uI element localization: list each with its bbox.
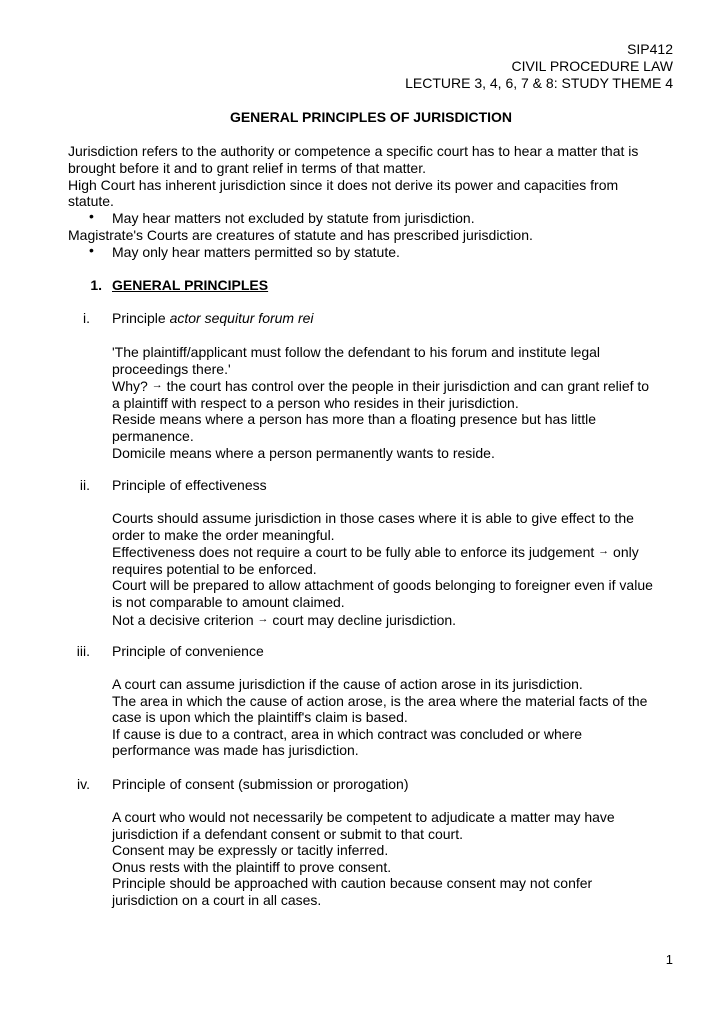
arrow-icon: →	[151, 379, 163, 392]
arrow-icon: →	[257, 612, 269, 625]
document-title: GENERAL PRINCIPLES OF JURISDICTION	[229, 109, 513, 125]
principle-title: Principle of consent (submission or prorogation)	[112, 776, 409, 792]
bullet-item: May only hear matters permitted so by statute.	[112, 244, 400, 260]
lecture-info: LECTURE 3, 4, 6, 7 & 8: STUDY THEME 4	[405, 75, 673, 91]
intro-paragraph-line: Magistrate's Courts are creatures of statute and has prescribed jurisdiction.	[68, 227, 533, 243]
principle-body: Courts should assume jurisdiction in those cases where it is able to give effect to the order to make the order meaningful. Effectiveness does not require a court to be fully able to enforce its judgement → only requires potential to be enforced. Court will be prepared to allow attachment of goods belonging to foreigner even if value is not comparable to amount claimed. Not a decisive criterion → court may decline jurisdiction.	[112, 510, 653, 628]
intro-paragraph-line: statute.	[68, 193, 114, 209]
course-code: SIP412	[627, 41, 673, 57]
principle-numeral: iii.	[76, 643, 90, 659]
section-heading: GENERAL PRINCIPLES	[112, 277, 269, 293]
bullet-icon: •	[89, 242, 94, 258]
principle-numeral: ii.	[79, 477, 90, 493]
principle-body: A court who would not necessarily be competent to adjudicate a matter may have jurisdiction if a defendant consent or submit to that court. Consent may be expressly or tacitly inferred. Onus rests with the plaintiff to prove consent. Principle should be approached with caution because consent may not confer jurisdiction on a court in all cases.	[112, 809, 615, 908]
principle-title: Principle actor sequitur forum rei	[112, 310, 314, 326]
intro-paragraph-line: brought before it and to grant relief in terms of that matter.	[68, 160, 426, 176]
arrow-icon: →	[598, 545, 610, 558]
principle-numeral: i.	[83, 310, 90, 326]
page-number: 1	[665, 952, 673, 967]
principle-title: Principle of effectiveness	[112, 477, 267, 493]
section-number: 1.	[90, 277, 102, 293]
bullet-icon: •	[89, 208, 94, 224]
principle-title: Principle of convenience	[112, 643, 264, 659]
intro-paragraph-line: Jurisdiction refers to the authority or competence a specific court has to hear a matter that is	[68, 143, 639, 159]
intro-paragraph-line: High Court has inherent jurisdiction since it does not derive its power and capacities from	[68, 177, 619, 193]
course-subject: CIVIL PROCEDURE LAW	[511, 58, 673, 74]
principle-numeral: iv.	[77, 776, 90, 792]
bullet-item: May hear matters not excluded by statute from jurisdiction.	[112, 210, 475, 226]
principle-body: A court can assume jurisdiction if the cause of action arose in its jurisdiction. The area in which the cause of action arose, is the area where the material facts of the case is upon which the plaintiff's claim is based. If cause is due to a contract, area in which contract was concluded or where performance was made has jurisdiction.	[112, 676, 648, 759]
principle-body: 'The plaintiff/applicant must follow the defendant to his forum and institute legal proceedings there.' Why? → the court has control over the people in their jurisdiction and can grant relief to a plaintiff with respect to a person who resides in their jurisdiction. Reside means where a person has more than a floating presence but has little permanence. Domicile means where a person permanently wants to reside.	[112, 344, 650, 461]
